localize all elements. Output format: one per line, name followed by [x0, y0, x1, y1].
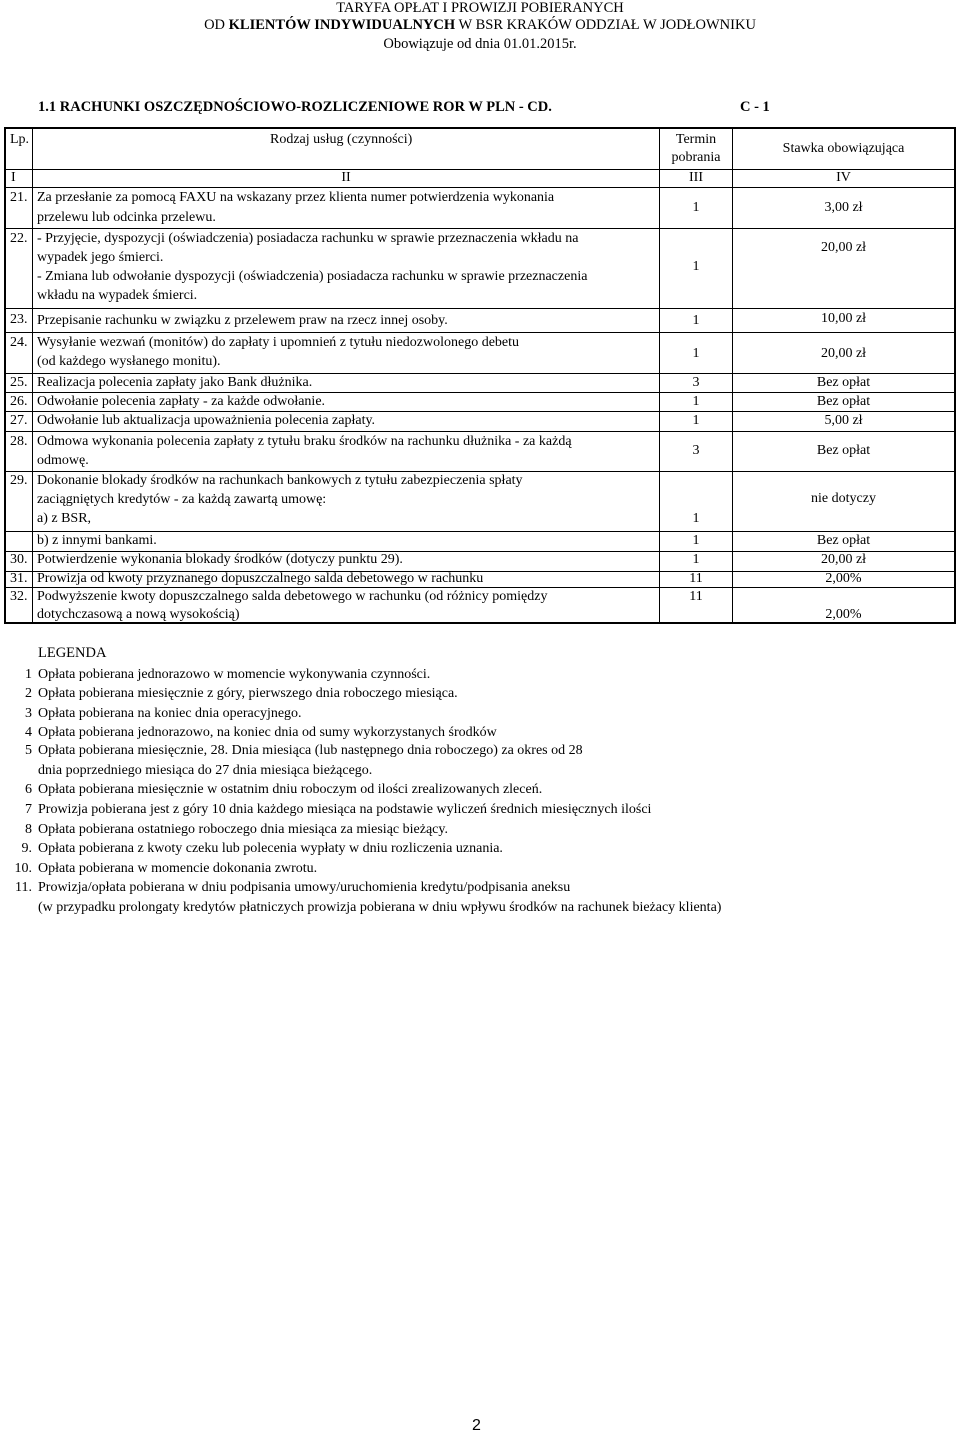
row-term: 11 — [689, 589, 703, 604]
row-rate: 2,00% — [825, 607, 862, 622]
row-description: Odwołanie polecenia zapłaty - za każde odwołanie. — [37, 394, 326, 409]
legend-number: 7 — [25, 802, 32, 817]
legend-title: LEGENDA — [38, 645, 107, 661]
legend-number: 8 — [25, 822, 32, 837]
row-description: Za przesłanie za pomocą FAXU na wskazany przez klienta numer potwierdzenia wykonania — [37, 190, 555, 205]
legend-text: Opłata pobierana jednorazowo w momencie wykonywania czynności. — [38, 667, 431, 682]
row-rate: Bez opłat — [816, 375, 871, 390]
row-description: wkładu na wypadek śmierci. — [37, 288, 198, 303]
row-description: Odwołanie lub aktualizacja upoważnienia polecenia zapłaty. — [37, 413, 376, 428]
row-term: 1 — [692, 413, 700, 428]
row-term: 3 — [692, 375, 700, 390]
row-description: Podwyższenie kwoty dopuszczalnego salda debetowego w rachunku (od różnicy pomiędzy — [37, 589, 548, 604]
row-term: 1 — [692, 552, 700, 567]
legend-text: Opłata pobierana miesięcznie w ostatnim dniu roboczym od ilości zrealizowanych zleceń. — [38, 782, 543, 797]
legend-text: Opłata pobierana z kwoty czeku lub polecenia wypłaty w dniu rozliczenia uznania. — [38, 841, 503, 856]
row-term: 1 — [692, 313, 700, 328]
row-description: dotychczasową a nową wysokością) — [37, 607, 240, 622]
column-divider — [32, 129, 33, 622]
row-rate: 2,00% — [825, 571, 862, 586]
legend-number: 6 — [25, 782, 32, 797]
legend-text: Opłata pobierana ostatniego roboczego dnia miesiąca za miesiąc bieżący. — [38, 822, 448, 837]
row-rate: 3,00 zł — [824, 200, 863, 215]
row-description: wypadek jego śmierci. — [37, 250, 164, 265]
header-term-line2: pobrania — [671, 150, 721, 165]
row-rate: Bez opłat — [816, 443, 871, 458]
legend-text-continued: dnia poprzedniego miesiąca do 27 dnia miesiąca bieżącego. — [38, 763, 373, 778]
legend-number: 5 — [25, 743, 32, 758]
effective-date: Obowiązuje od dnia 01.01.2015r. — [383, 36, 577, 52]
header-service: Rodzaj usług (czynności) — [270, 132, 413, 147]
row-description: Potwierdzenie wykonania blokady środków (dotyczy punktu 29). — [37, 552, 403, 567]
row-description: - Zmiana lub odwołanie dyspozycji (oświadczenia) posiadacza rachunku w sprawie przeznaczenia — [37, 269, 588, 284]
row-lp: 22. — [10, 231, 28, 246]
page-number: 2 — [472, 1417, 481, 1434]
row-term: 1 — [692, 394, 700, 409]
row-divider — [6, 228, 954, 229]
row-description: zaciągniętych kredytów - za każdą zawartą umowę: — [37, 492, 327, 507]
row-lp: 32. — [10, 589, 28, 604]
legend-text: Opłata pobierana jednorazowo, na koniec dnia od sumy wykorzystanych środków — [38, 725, 497, 740]
row-lp: 25. — [10, 375, 28, 390]
row-lp: 27. — [10, 413, 28, 428]
legend-number: 2 — [25, 686, 32, 701]
document-subtitle: OD KLIENTÓW INDYWIDUALNYCH W BSR KRAKÓW ODDZIAŁ W JODŁOWNIKU — [204, 17, 756, 33]
row-lp: 23. — [10, 312, 28, 327]
row-description: - Przyjęcie, dyspozycji (oświadczenia) posiadacza rachunku w sprawie przeznaczenia wkładu na — [37, 231, 579, 246]
legend-text-continued: (w przypadku prolongaty kredytów płatniczych prowizja pobierana w dniu wpływu środków na rachunek bieżacy klienta) — [38, 900, 722, 915]
row-term: 1 — [692, 533, 700, 548]
row-rate: 20,00 zł — [820, 240, 867, 255]
row-description: Dokonanie blokady środków na rachunkach bankowych z tytułu zabezpieczenia spłaty — [37, 473, 523, 488]
legend-number: 9. — [21, 841, 32, 856]
row-term: 1 — [692, 259, 700, 274]
row-description: przelewu lub odcinka przelewu. — [37, 210, 216, 225]
legend-text: Prowizja/opłata pobierana w dniu podpisania umowy/uruchomienia kredytu/podpisania aneksu — [38, 880, 571, 895]
legend-text: Opłata pobierana miesięcznie z góry, pierwszego dnia roboczego miesiąca. — [38, 686, 458, 701]
section-heading: 1.1 RACHUNKI OSZCZĘDNOŚCIOWO-ROZLICZENIOWE ROR W PLN - CD. — [38, 99, 552, 115]
row-term: 3 — [692, 443, 700, 458]
row-description: Odmowa wykonania polecenia zapłaty z tytułu braku środków na rachunku dłużnika - za każdą — [37, 434, 572, 449]
fee-table — [4, 127, 956, 624]
row-divider — [6, 308, 954, 309]
row-lp: 21. — [10, 190, 28, 205]
row-description: b) z innymi bankami. — [37, 533, 157, 548]
row-term: 1 — [692, 511, 700, 526]
row-divider — [6, 332, 954, 333]
row-lp: 29. — [10, 473, 28, 488]
row-lp: 31. — [10, 571, 28, 586]
row-rate: Bez opłat — [816, 533, 871, 548]
legend-text: Opłata pobierana w momencie dokonania zwrotu. — [38, 861, 318, 876]
row-rate: 20,00 zł — [820, 346, 867, 361]
row-description: Przepisanie rachunku w związku z przelewem praw na rzecz innej osoby. — [37, 313, 448, 328]
legend-number: 11. — [15, 880, 32, 895]
legend-text: Prowizja pobierana jest z góry 10 dnia każdego miesiąca na podstawie wyliczeń średnich miesięcznych ilości — [38, 802, 652, 817]
legend-text: Opłata pobierana na koniec dnia operacyjnego. — [38, 706, 302, 721]
legend-number: 10. — [14, 861, 32, 876]
row-lp: 28. — [10, 434, 28, 449]
legend-text: Opłata pobierana miesięcznie, 28. Dnia miesiąca (lub następnego dnia roboczego) za okres od 28 — [38, 743, 583, 758]
legend-number: 1 — [25, 667, 32, 682]
row-description: a) z BSR, — [37, 511, 92, 526]
header-term-line1: Termin — [675, 132, 717, 147]
roman-col-1: I — [11, 170, 16, 185]
row-rate: 20,00 zł — [820, 552, 867, 567]
header-rate: Stawka obowiązująca — [782, 141, 905, 156]
row-lp: 24. — [10, 335, 28, 350]
row-term: 1 — [692, 200, 700, 215]
row-description: Wysyłanie wezwań (monitów) do zapłaty i upomnień z tytułu niedozwolonego debetu — [37, 335, 520, 350]
row-divider — [6, 431, 954, 432]
section-code: C - 1 — [740, 99, 770, 115]
row-lp: 26. — [10, 394, 28, 409]
roman-col-3: III — [689, 170, 703, 185]
document-title: TARYFA OPŁAT I PROWIZJI POBIERANYCH — [336, 0, 624, 16]
legend-number: 3 — [25, 706, 32, 721]
row-description: (od każdego wysłanego monitu). — [37, 354, 221, 369]
row-divider — [6, 187, 954, 188]
roman-col-2: II — [341, 170, 351, 185]
row-term: 1 — [692, 346, 700, 361]
row-rate: nie dotyczy — [811, 491, 876, 506]
row-rate: 10,00 zł — [820, 311, 867, 326]
row-lp: 30. — [10, 552, 28, 567]
row-term: 11 — [689, 571, 703, 586]
roman-col-4: IV — [836, 170, 851, 185]
row-description: Prowizja od kwoty przyznanego dopuszczalnego salda debetowego w rachunku — [37, 571, 484, 586]
row-rate: Bez opłat — [816, 394, 871, 409]
row-rate: 5,00 zł — [824, 413, 863, 428]
legend-number: 4 — [25, 725, 32, 740]
row-description: odmowę. — [37, 453, 89, 468]
row-description: Realizacja polecenia zapłaty jako Bank dłużnika. — [37, 375, 313, 390]
header-lp: Lp. — [10, 132, 30, 147]
